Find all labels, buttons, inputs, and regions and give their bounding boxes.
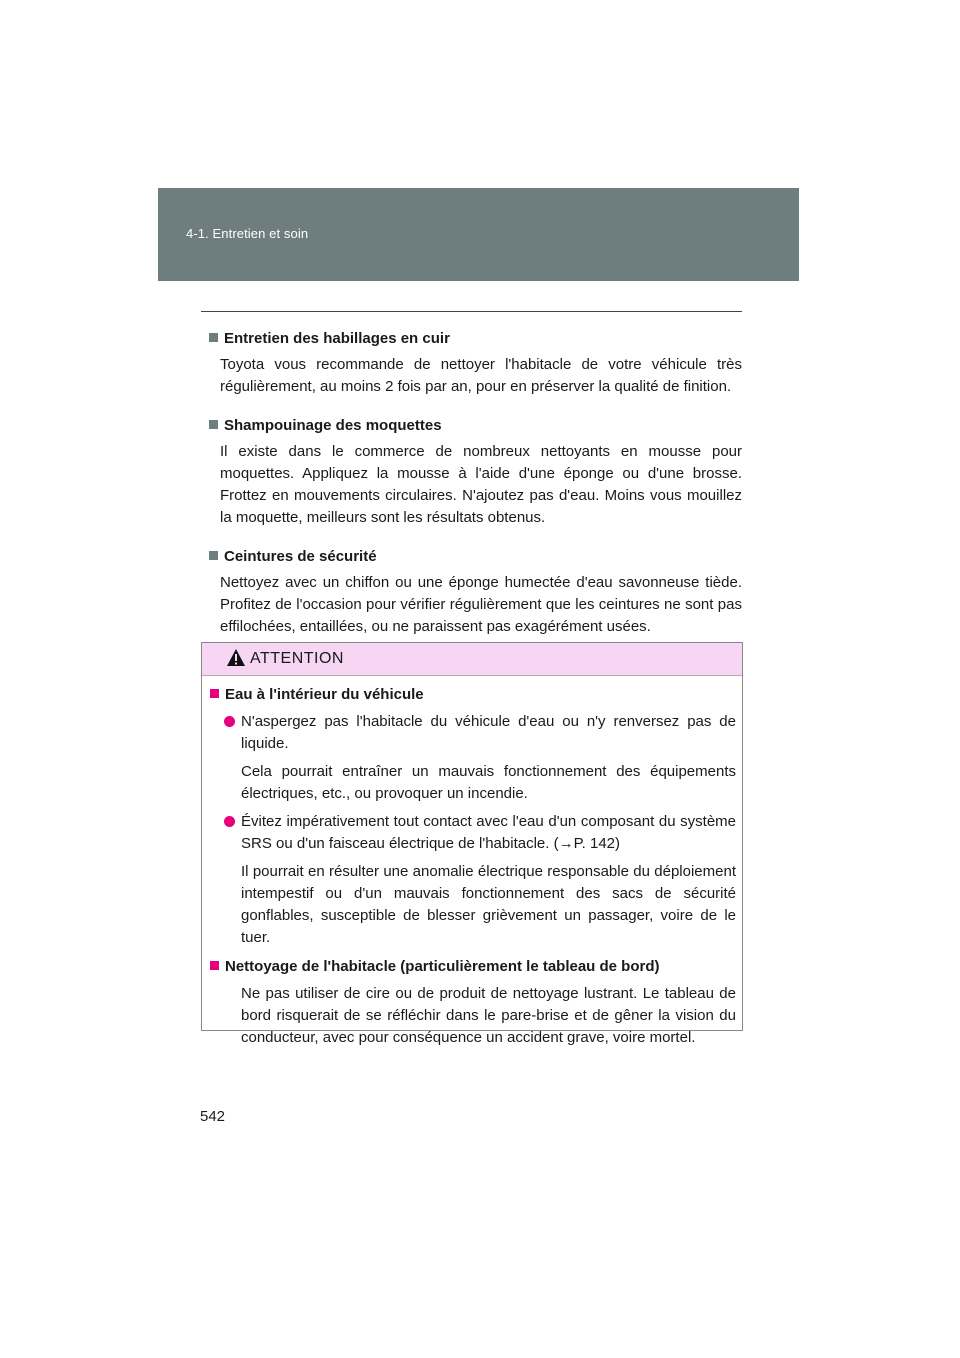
attention-box xyxy=(201,642,743,1046)
section-header-band xyxy=(158,188,799,281)
square-bullet-icon xyxy=(209,420,218,429)
attention-title: ATTENTION xyxy=(250,650,344,667)
item-text-leather: Toyota vous recommande de nettoyer l'habitacle de votre véhicule très régulièrement, au moins 2 fois par an, pour en préserver la qualité de finition. xyxy=(220,356,742,395)
bullet-explanation: Cela pourrait entraîner un mauvais fonctionnement des équipements électriques, etc., ou provoquer un incendie. xyxy=(241,763,736,802)
round-bullet-icon xyxy=(224,816,235,827)
warning-triangle-icon xyxy=(226,648,246,667)
bullet-text: N'aspergez pas l'habitacle du véhicule d'eau ou n'y renversez pas de liquide. xyxy=(241,713,736,752)
item-text-carpet: Il existe dans le commerce de nombreux nettoyants en mousse pour moquettes. Appliquez la mousse à l'aide d'une éponge ou d'une brosse. Frottez en mouvements circulaires. N'ajoutez pas d'eau. Moins vous mouillez la moquette, meilleurs sont les résultats obtenus. xyxy=(220,443,742,526)
bullet-text: Évitez impérativement tout contact avec l'eau d'un composant du système SRS ou d'un faisceau électrique de l'habitacle. (→P. 142) xyxy=(241,813,736,852)
attention-text-dashboard: Ne pas utiliser de cire ou de produit de nettoyage lustrant. Le tableau de bord risquerait de se réfléchir dans le pare-brise et de gêner la vision du conducteur, avec pour conséquence un accident grave, voire mortel. xyxy=(241,985,736,1046)
section-title: 4-1. Entretien et soin xyxy=(186,226,309,241)
square-bullet-icon xyxy=(210,961,219,970)
attention-heading-text: Nettoyage de l'habitacle (particulièrement le tableau de bord) xyxy=(225,958,660,975)
page-number: 542 xyxy=(200,1108,226,1125)
attention-bullet xyxy=(210,811,736,855)
main-content xyxy=(201,311,742,638)
square-bullet-icon xyxy=(209,551,218,560)
item-heading-text: Shampouinage des moquettes xyxy=(224,417,442,434)
item-text-seatbelts: Nettoyez avec un chiffon ou une éponge humectée d'eau savonneuse tiède. Profitez de l'occasion pour vérifier régulièrement que les ceintures ne sont pas effilochées, entaillées, ou ne paraissent pas exagérément usées. xyxy=(220,574,742,635)
attention-header xyxy=(202,643,742,676)
attention-body xyxy=(202,676,742,1049)
attention-heading-text: Eau à l'intérieur du véhicule xyxy=(225,686,424,703)
square-bullet-icon xyxy=(209,333,218,342)
divider xyxy=(201,311,742,312)
square-bullet-icon xyxy=(210,689,219,698)
attention-heading-water xyxy=(210,685,736,705)
item-heading-carpet xyxy=(201,416,742,436)
bullet-explanation: Il pourrait en résulter une anomalie électrique responsable du déploiement intempestif ou d'un mauvais fonctionnement des sacs de sécurité gonflables, susceptible de blesser grièvement un passager, voire de le tuer. xyxy=(241,863,736,946)
item-heading-leather xyxy=(201,329,742,349)
attention-heading-dashboard xyxy=(210,957,736,977)
item-heading-seatbelts xyxy=(201,547,742,567)
attention-bullet xyxy=(210,711,736,755)
item-heading-text: Entretien des habillages en cuir xyxy=(224,330,450,347)
round-bullet-icon xyxy=(224,716,235,727)
item-heading-text: Ceintures de sécurité xyxy=(224,548,377,565)
